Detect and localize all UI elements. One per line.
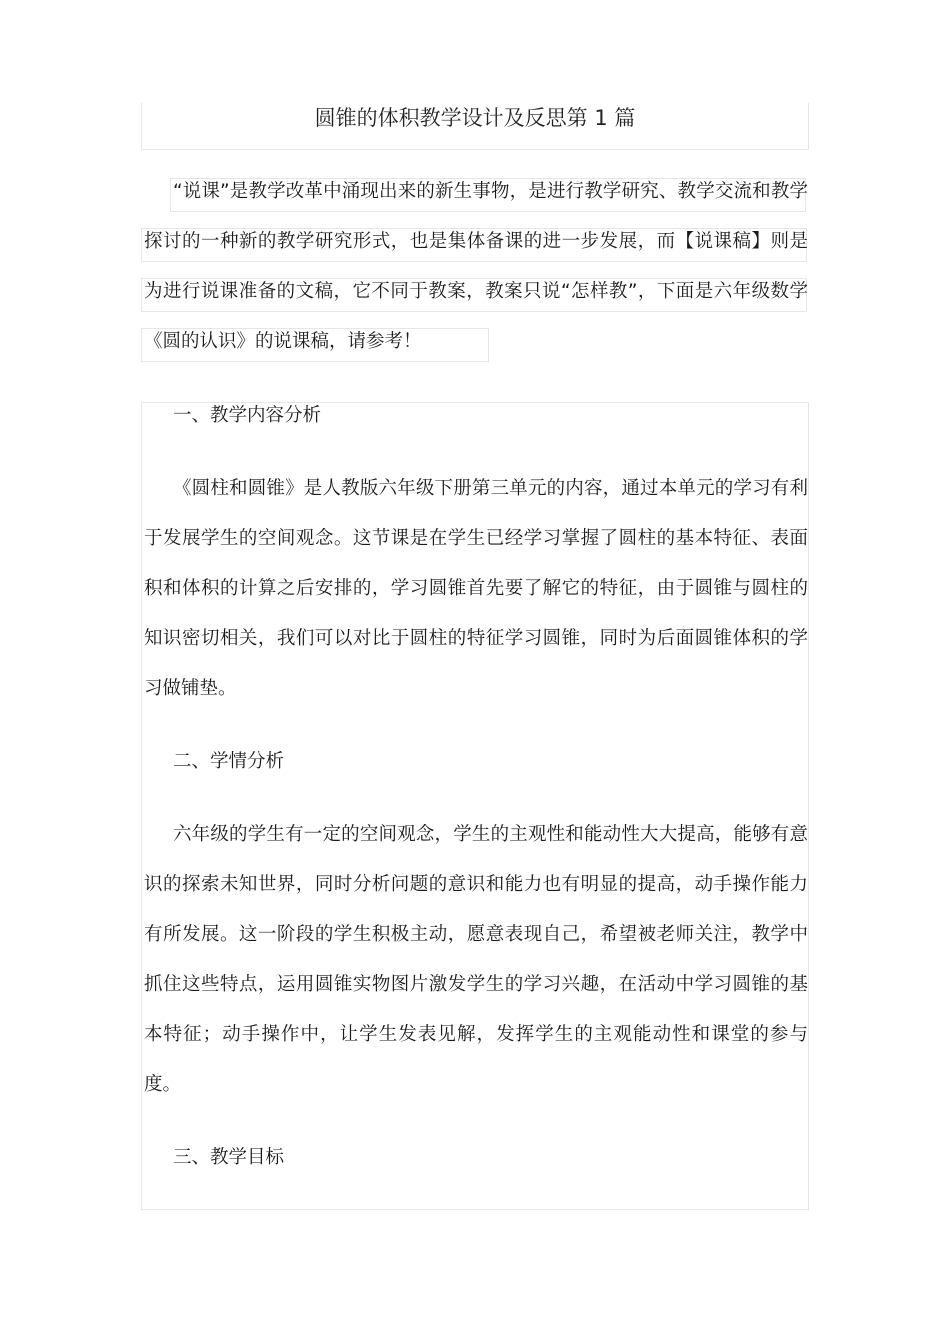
intro-paragraph: “说课”是教学改革中涌现出来的新生事物，是进行教学研究、教学交流和教学探讨的一种新的教学研究形式，也是集体备课的进一步发展，而【说课稿】则是为进行说课准备的文稿，它不同于教案，教案只说“怎样教”，下面是六年级数学《圆的认识》的说课稿，请参考！: [144, 181, 808, 352]
section-body-student-analysis: 六年级的学生有一定的空间观念，学生的主观性和能动性大大提高，能够有意识的探索未知世界，同时分析问题的意识和能力也有明显的提高，动手操作能力有所发展。这一阶段的学生积极主动，愿意表现自己，希望被老师关注，教学中抓住这些特点，运用圆锥实物图片激发学生的学习兴趣，在活动中学习圆锥的基本特征；动手操作中，让学生发表见解，发挥学生的主观能动性和课堂的参与度。: [144, 824, 808, 1095]
section-heading-content-analysis: 一、教学内容分析: [173, 405, 322, 426]
document-title: 圆锥的体积教学设计及反思第 1 篇: [314, 106, 636, 130]
section-heading-student-analysis: 二、学情分析: [173, 751, 285, 772]
section-heading-teaching-goals: 三、教学目标: [173, 1147, 285, 1168]
section-body-content-analysis: 《圆柱和圆锥》是人教版六年级下册第三单元的内容，通过本单元的学习有利于发展学生的空间观念。这节课是在学生已经学习掌握了圆柱的基本特征、表面积和体积的计算之后安排的，学习圆锥首先要了解它的特征，由于圆锥与圆柱的知识密切相关，我们可以对比于圆柱的特征学习圆锥，同时为后面圆锥体积的学习做铺垫。: [144, 478, 808, 699]
